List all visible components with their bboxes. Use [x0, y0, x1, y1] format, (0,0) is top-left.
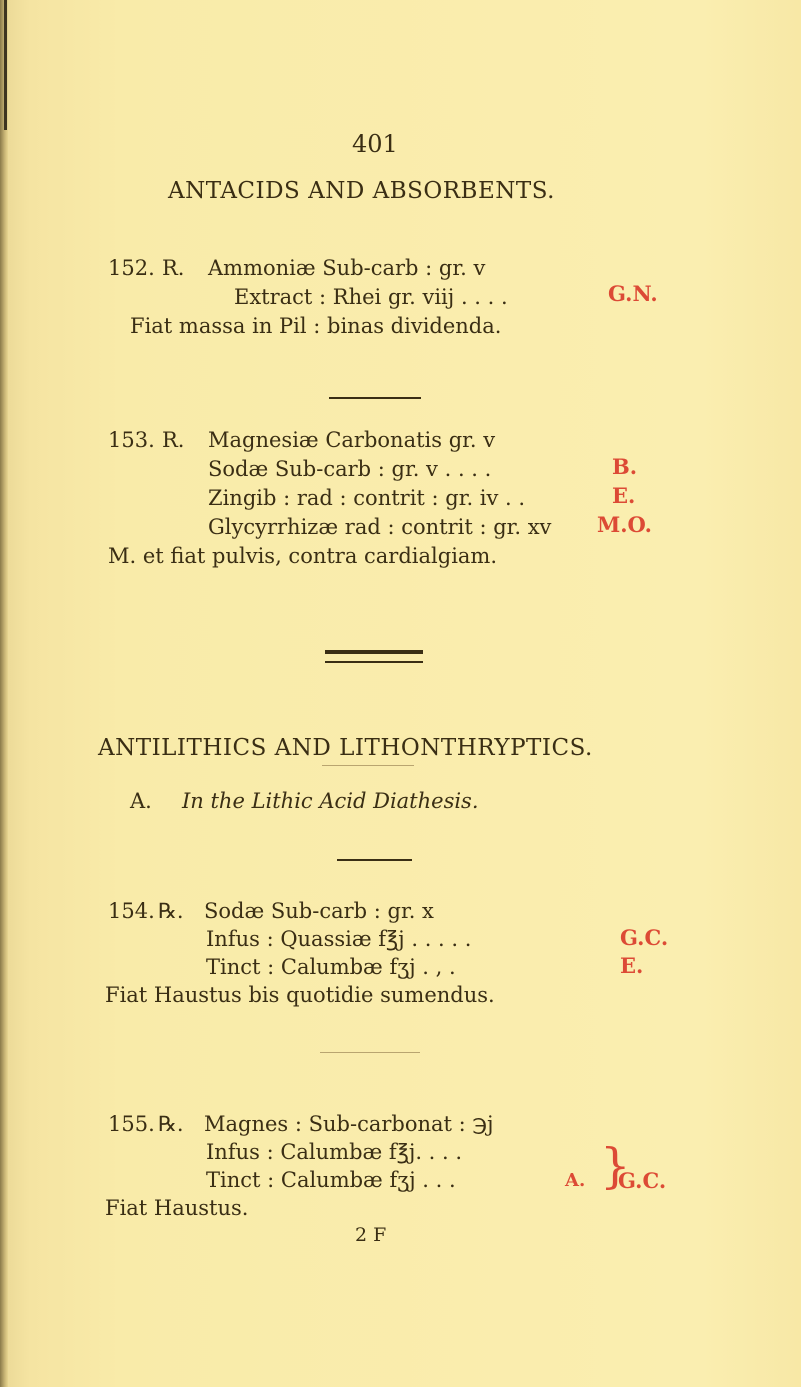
ingredient-line: Sodæ Sub-carb : gr. x [204, 899, 434, 923]
subsection-title: In the Lithic Acid Diathesis. [182, 789, 479, 813]
authority-initials-right: G.C. [618, 1168, 667, 1193]
divider [329, 397, 421, 399]
page-gutter [0, 0, 8, 1387]
subsection-letter: A. [130, 789, 152, 813]
ingredient-line: Tinct : Calumbæ fʒj . . . [206, 1168, 456, 1192]
ingredient-line: Sodæ Sub-carb : gr. v . . . . [208, 457, 492, 481]
authority-initials: G.N. [608, 281, 658, 306]
ingredient-line: Tinct : Calumbæ fʒj . , . [206, 955, 456, 979]
rx-number: 155. [108, 1112, 155, 1136]
directions: Fiat Haustus bis quotidie sumendus. [105, 983, 495, 1007]
ingredient-line: Ammoniæ Sub-carb : gr. v [208, 256, 486, 280]
authority-initials: B. [612, 454, 638, 479]
ingredient-line: Magnes : Sub-carbonat : ℈j [204, 1112, 494, 1136]
recipe-symbol: ℞. [158, 1112, 184, 1136]
binding-edge [4, 0, 7, 130]
brace-icon: } [600, 1138, 631, 1194]
double-rule-bottom [325, 661, 423, 663]
directions: M. et fiat pulvis, contra cardialgiam. [108, 544, 498, 568]
ingredient-line: Extract : Rhei gr. viij . . . . [234, 285, 508, 309]
divider [337, 859, 412, 861]
section-heading-antacids: ANTACIDS AND ABSORBENTS. [168, 178, 555, 204]
recipe-symbol: R. [162, 428, 185, 452]
authority-initials: E. [612, 483, 636, 508]
authority-initials: E. [620, 953, 644, 978]
section-heading-antilithics: ANTILITHICS AND LITHONTHRYPTICS. [98, 735, 593, 761]
signature-mark: 2 F [355, 1224, 387, 1246]
divider [320, 1052, 420, 1053]
page-number: 401 [352, 130, 398, 158]
ingredient-line: Zingib : rad : contrit : gr. iv . . [208, 486, 526, 510]
authority-initials-left: A. [565, 1170, 586, 1191]
rx-number: 152. [108, 256, 155, 280]
authority-initials: G.C. [620, 925, 669, 950]
ingredient-line: Magnesiæ Carbonatis gr. v [208, 428, 496, 452]
ingredient-line: Infus : Calumbæ f℥j. . . . [206, 1140, 463, 1164]
rx-number: 154. [108, 899, 155, 923]
directions: Fiat massa in Pil : binas dividenda. [130, 314, 502, 338]
double-rule-top [325, 650, 423, 654]
recipe-symbol: ℞. [158, 899, 184, 923]
short-divider [322, 765, 414, 766]
ingredient-line: Glycyrrhizæ rad : contrit : gr. xv [208, 515, 552, 539]
recipe-symbol: R. [162, 256, 185, 280]
ingredient-line: Infus : Quassiæ f℥j . . . . . [206, 927, 472, 951]
authority-initials: M.O. [597, 512, 652, 537]
directions: Fiat Haustus. [105, 1196, 249, 1220]
rx-number: 153. [108, 428, 155, 452]
